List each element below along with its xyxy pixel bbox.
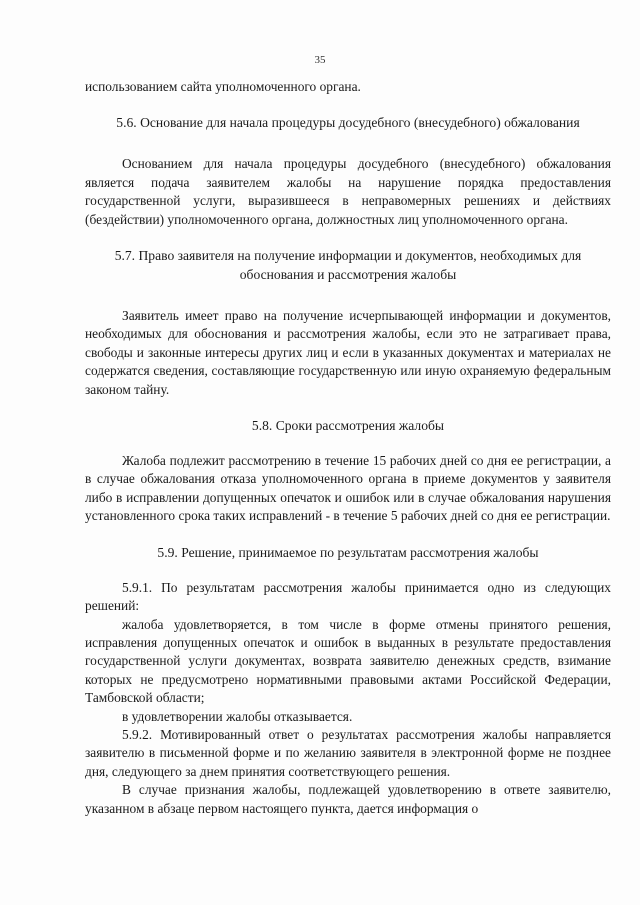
section-heading: 5.7. Право заявителя на получение информации и документов, необходимых для обоснования и рассмотрения жалобы [114,248,582,283]
section-heading: 5.8. Сроки рассмотрения жалобы [251,418,445,434]
paragraph: Заявитель имеет право на получение исчерпывающей информации и документов, необходимых для обоснования и рассмотрения жалобы, если это не затрагивает права, свободы и законные интересы других лиц и если в указанных документах и материалах не содержатся сведения, составляющие государственную или иную охраняемую федеральным законом тайну. [85,308,611,397]
spacer [85,435,611,452]
paragraph: жалоба удовлетворяется, в том числе в форме отмены принятого решения, исправления допущенных опечаток и ошибок в выданных в результате предоставления государственной услуги документах, возврата заявителю денежных средств, взимание которых не предусмотрено нормативными правовыми актами Российской Федерации, Тамбовской области; [85,616,611,706]
document-body [85,78,611,818]
spacer [85,229,611,246]
page-number: 35 [314,54,326,66]
spacer [85,132,611,155]
paragraph: Жалоба подлежит рассмотрению в течение 15 рабочих дней со дня ее регистрации, а в случае обжалования отказа уполномоченного органа в приеме документов у заявителя либо в исправлении допущенных опечаток и ошибок или в случае обжалования нарушения установленного срока таких исправлений - в течение 5 рабочих дней со дня ее регистрации. [85,453,611,524]
spacer [85,526,611,543]
paragraph: Основанием для начала процедуры досудебного (внесудебного) обжалования является подача заявителем жалобы на нарушение порядка предоставления государственной услуги, выразившееся в неправомерных решениях и действиях (бездействии) уполномоченного органа, должностных лиц уполномоченного органа. [85,156,611,227]
spacer [85,399,611,416]
paragraph: в удовлетворении жалобы отказывается. [122,708,353,724]
paragraph: 5.9.2. Мотивированный ответ о результатах рассмотрения жалобы направляется заявителю в письменной форме и по желанию заявителя в электронной форме не позднее дня, следующего за днем принятия соответствующего решения. [85,726,611,779]
paragraph: В случае признания жалобы, подлежащей удовлетворению в ответе заявителю, указанном в абзаце первом настоящего пункта, дается информация о [85,782,611,816]
spacer [85,562,611,579]
section-heading: 5.9. Решение, принимаемое по результатам рассмотрения жалобы [157,544,539,560]
section-heading: 5.6. Основание для начала процедуры досудебного (внесудебного) обжалования [116,115,580,131]
spacer [85,284,611,307]
paragraph: 5.9.1. По результатам рассмотрения жалобы принимается одно из следующих решений: [85,579,611,614]
spacer [85,96,611,113]
paragraph: использованием сайта уполномоченного органа. [85,79,361,94]
